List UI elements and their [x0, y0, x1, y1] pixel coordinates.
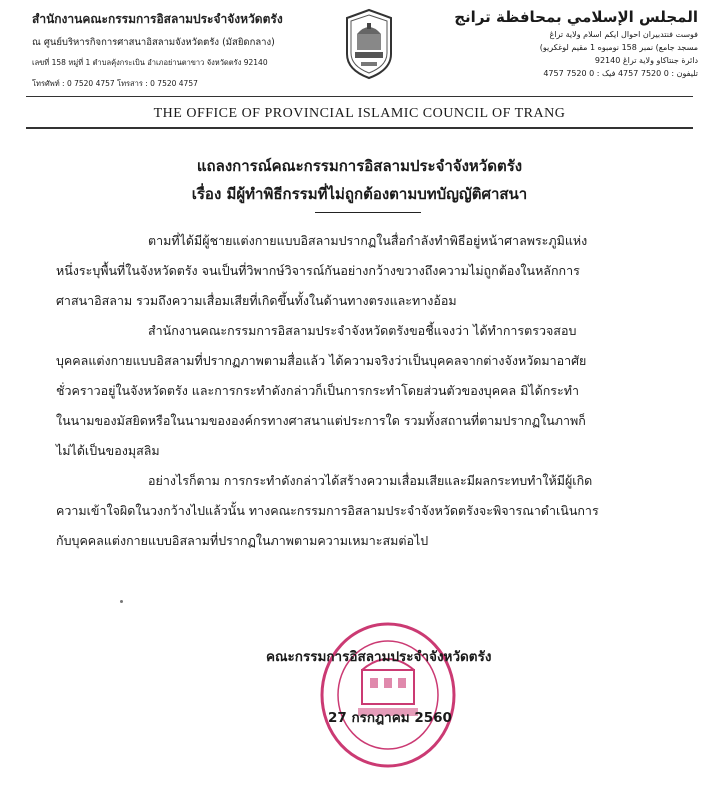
org-address-arabic-1: فوست فنتدبيران احوال ايكم اسلام ولاية تراڠ [549, 30, 698, 39]
statement-body [56, 226, 680, 556]
paragraph-2-line: สำนักงานคณะกรรมการอิสลามประจำจังหวัดตรังขอชี้แจงว่า ได้ทำการตรวจสอบ [148, 323, 577, 338]
paragraph-3-line: กับบุคคลแต่งกายแบบอิสลามที่ปรากฏในภาพตามความเหมาะสมต่อไป [56, 533, 429, 548]
org-address-arabic-2: مسجد جامع) نمبر 158 نومبوه 1 مقيم لوغكريو) [539, 43, 698, 52]
org-name-arabic: المجلس الإسلامي بمحافظة ترانج [454, 8, 698, 26]
letterhead-arabic [398, 8, 698, 78]
official-stamp-icon [318, 620, 458, 770]
org-name-thai: สำนักงานคณะกรรมการอิสลามประจำจังหวัดตรัง [32, 12, 283, 26]
paragraph-1-line: หนึ่งระบุพื้นที่ในจังหวัดตรัง จนเป็นที่วิพากษ์วิจารณ์กันอย่างกว้างขวางถึงความไม่ถูกต้องในหลักการ [56, 263, 580, 278]
header-divider-bottom [26, 127, 693, 129]
statement-subject: เรื่อง มีผู้ทำพิธีกรรมที่ไม่ถูกต้องตามบทบัญญัติศาสนา [191, 185, 528, 203]
paragraph-2-line: ชั่วคราวอยู่ในจังหวัดตรัง และการกระทำดังกล่าวก็เป็นการกระทำโดยส่วนตัวของบุคคล มิได้กระทำ [56, 383, 579, 398]
statement-title: แถลงการณ์คณะกรรมการอิสลามประจำจังหวัดตรัง [196, 157, 523, 175]
paragraph-2-line: บุคคลแต่งกายแบบอิสลามที่ปรากฏภาพตามสื่อแล้ว ได้ความจริงว่าเป็นบุคคลจากต่างจังหวัดมาอาศัย [56, 353, 587, 368]
paragraph-1-line: ศาสนาอิสลาม รวมถึงความเสื่อมเสียที่เกิดขึ้นทั้งในด้านทางตรงและทางอ้อม [56, 293, 457, 308]
letterhead-thai [32, 10, 337, 90]
paragraph-3-line: อย่างไรก็ตาม การกระทำดังกล่าวได้สร้างความเสื่อมเสียและมีผลกระทบทำให้มีผู้เกิด [148, 473, 593, 488]
org-address-arabic-3: دائرة جنتاكاو ولاية تراڠ 92140 [594, 56, 698, 65]
scan-speck [120, 600, 123, 603]
statement-date: 27 กรกฎาคม 2560 [328, 710, 452, 726]
council-emblem-icon [343, 8, 395, 80]
paragraph-1-line: ตามที่ได้มีผู้ชายแต่งกายแบบอิสลามปรากฏในสื่อกำลังทำพิธีอยู่หน้าศาลพระภูมิแห่ง [148, 233, 588, 248]
header-divider [26, 96, 693, 97]
org-phone-arabic: تليفون : 0 7520 4757 فيک : 0 7520 4757 [543, 69, 698, 78]
paragraph-2-line: ในนามของมัสยิดหรือในนามขององค์กรทางศาสนาแต่ประการใด รวมทั้งสถานที่ตามปรากฏในภาพก็ [56, 413, 586, 428]
paragraph-3-line: ความเข้าใจผิดในวงกว้างไปแล้วนั้น ทางคณะกรรมการอิสลามประจำจังหวัดตรังจะพิจารณาดำเนินการ [56, 503, 599, 518]
signatory-name: คณะกรรมการอิสลามประจำจังหวัดตรัง [266, 649, 492, 665]
paragraph-2-line: ไม่ได้เป็นของมุสลิม [56, 443, 160, 458]
office-title-english: THE OFFICE OF PROVINCIAL ISLAMIC COUNCIL OF TRANG [153, 106, 566, 121]
org-address-thai: เลขที่ 158 หมู่ที่ 1 ตำบลคุ้งกระเบิน อำเภอย่านตาขาว จังหวัดตรัง 92140 [32, 58, 268, 67]
org-phone-thai: โทรศัพท์ : 0 7520 4757 โทรสาร : 0 7520 4757 [32, 79, 198, 88]
org-location-thai: ณ ศูนย์บริหารกิจการศาสนาอิสลามจังหวัดตรัง (มัสยิดกลาง) [32, 37, 275, 48]
title-underline [315, 212, 421, 213]
